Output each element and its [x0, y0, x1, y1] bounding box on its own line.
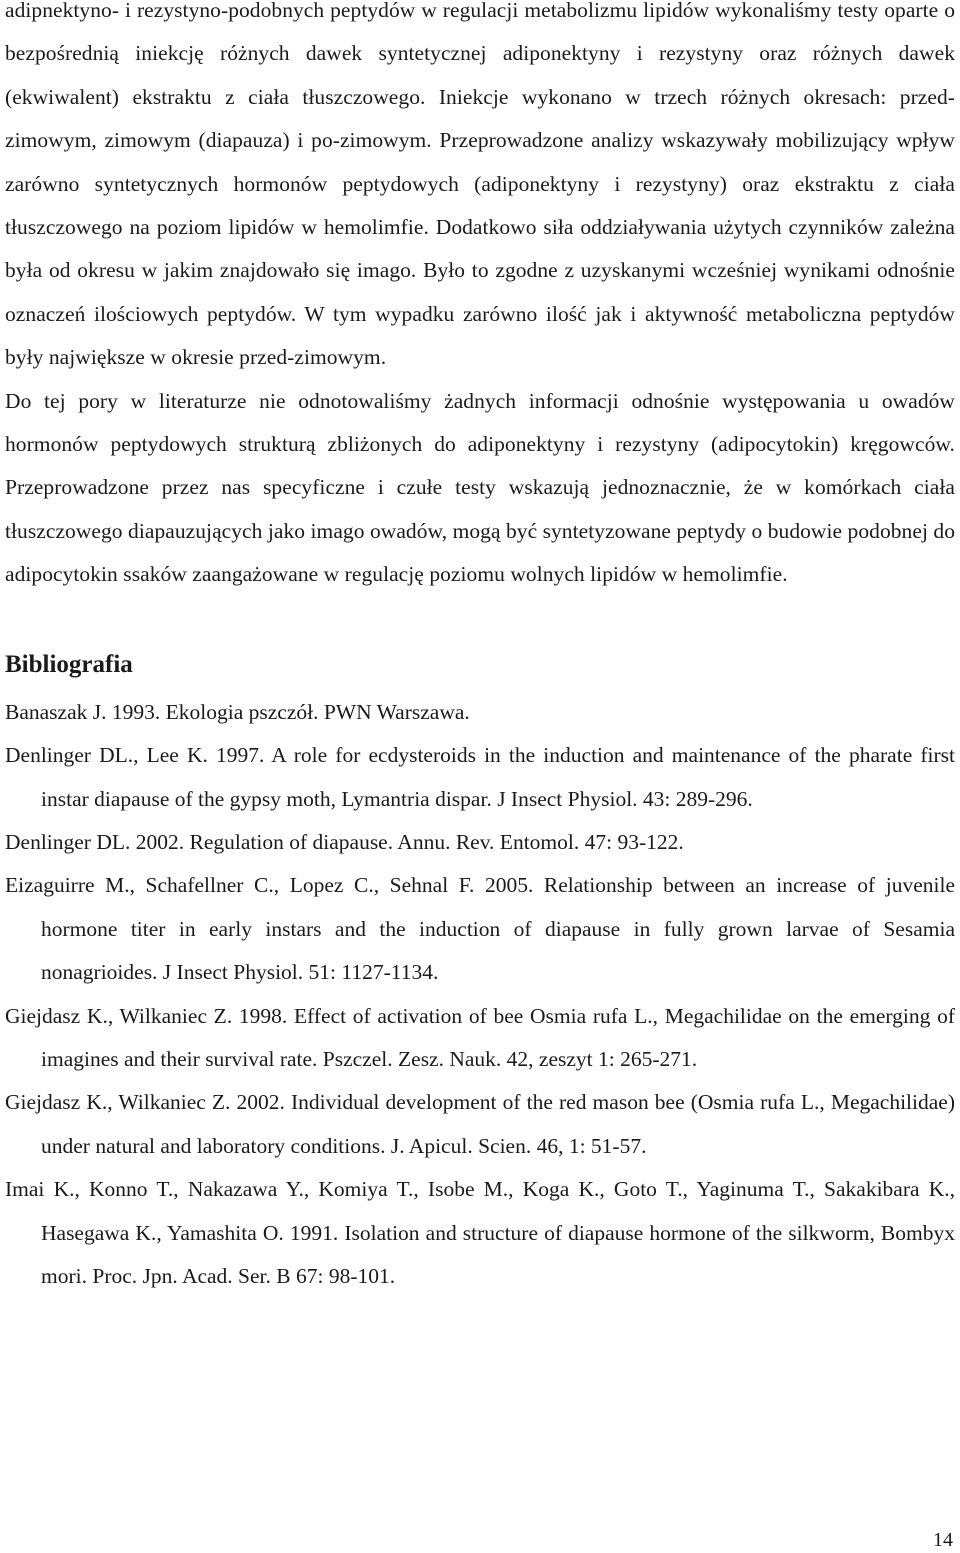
page-number: 14 [933, 1529, 953, 1551]
reference-item: Giejdasz K., Wilkaniec Z. 2002. Individual development of the red mason bee (Osmia rufa L., Megachilidae) under natural and laboratory conditions. J. Apicul. Scien. 46, 1: 51-57. [5, 1090, 955, 1158]
body-paragraph: Do tej pory w literaturze nie odnotowaliśmy żadnych informacji odnośnie występowania u owadów hormonów peptydowych strukturą zbliżonych do adiponektyny i rezystyny (adipocytokin) kręgowców. Przeprowadzone przez nas specyficzne i czułe testy wskazują jednoznacznie, że w komórkach ciała tłuszczowego diapauzujących jako imago owadów, mogą być syntetyzowane peptydy o budowie podobnej do adipocytokin ssaków zaangażowane w regulację poziomu wolnych lipidów w hemolimfie. [5, 388, 955, 587]
reference-item: Imai K., Konno T., Nakazawa Y., Komiya T., Isobe M., Koga K., Goto T., Yaginuma T., Sakakibara K., Hasegawa K., Yamashita O. 1991. Isolation and structure of diapause hormone of the silkworm, Bombyx mori. Proc. Jpn. Acad. Ser. B 67: 98-101. [5, 1177, 955, 1288]
body-paragraph: adipnektyno- i rezystyno-podobnych peptydów w regulacji metabolizmu lipidów wykonaliśmy testy oparte o bezpośrednią iniekcję różnych dawek syntetycznej adiponektyny i rezystyny oraz różnych dawek (ekwiwalent) ekstraktu z ciała tłuszczowego. Iniekcje wykonano w trzech różnych okresach: przed-zimowym, zimowym (diapauza) i po-zimowym. Przeprowadzone analizy wskazywały mobilizujący wpływ zarówno syntetycznych hormonów peptydowych (adiponektyny i rezystyny) oraz ekstraktu z ciała tłuszczowego na poziom lipidów w hemolimfie. Dodatkowo siła oddziaływania użytych czynników zależna była od okresu w jakim znajdowało się imago. Było to zgodne z uzyskanymi wcześniej wynikami odnośnie oznaczeń ilościowych peptydów. W tym wypadku zarówno ilość jak i aktywność metaboliczna peptydów były największe w okresie przed-zimowym. [5, 0, 955, 370]
reference-item: Denlinger DL. 2002. Regulation of diapause. Annu. Rev. Entomol. 47: 93-122. [5, 829, 684, 854]
bibliography-heading: Bibliografia [5, 650, 133, 678]
reference-item: Giejdasz K., Wilkaniec Z. 1998. Effect of activation of bee Osmia rufa L., Megachilidae on the emerging of imagines and their survival rate. Pszczel. Zesz. Nauk. 42, zeszyt 1: 265-271. [5, 1003, 955, 1071]
reference-item: Eizaguirre M., Schafellner C., Lopez C., Sehnal F. 2005. Relationship between an increase of juvenile hormone titer in early instars and the induction of diapause in fully grown larvae of Sesamia nonagrioides. J Insect Physiol. 51: 1127-1134. [5, 873, 955, 985]
reference-item: Denlinger DL., Lee K. 1997. A role for ecdysteroids in the induction and maintenance of the pharate first instar diapause of the gypsy moth, Lymantria dispar. J Insect Physiol. 43: 289-296. [5, 743, 955, 811]
reference-item: Banaszak J. 1993. Ekologia pszczół. PWN Warszawa. [5, 699, 470, 724]
document-page [5, 0, 955, 1298]
reference-list [5, 691, 955, 1299]
